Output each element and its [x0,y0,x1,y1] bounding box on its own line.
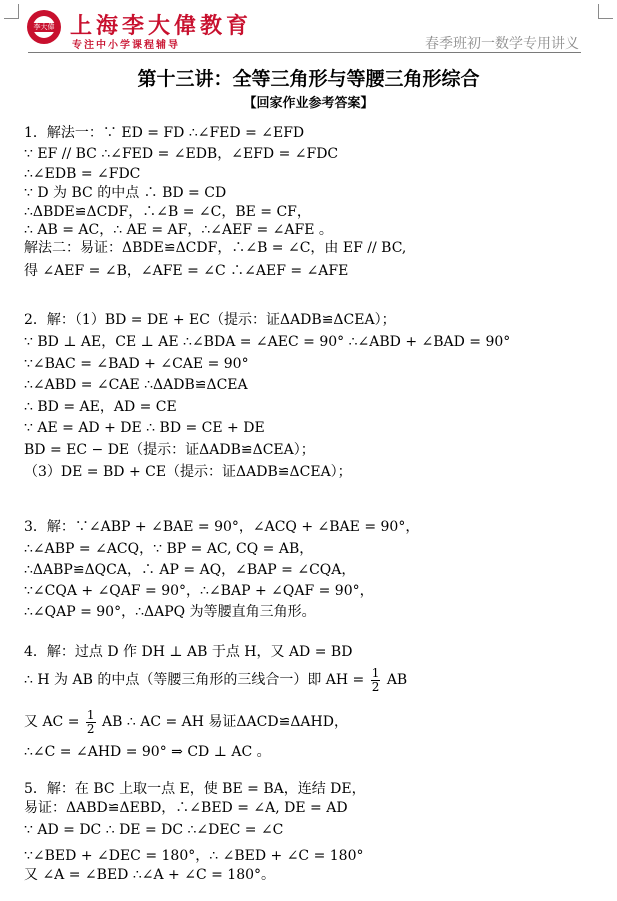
q2-line-6: ∵ AE = AD + DE ∴ BD = CE + DE [24,420,265,436]
q5-line-2: 易证：ΔABD≌ΔEBD，∴∠BED = ∠A, DE = AD [24,800,348,816]
q1-line-8: 得 ∠AEF = ∠B，∠AFE = ∠C ∴∠AEF = ∠AFE [24,263,349,279]
q4-line-2-text: ∴ H 为 AB 的中点（等腰三角形的三线合一）即 AH = [24,672,365,688]
fraction-numerator: 1 [371,665,380,680]
q4-line-3 [24,706,348,738]
q2-line-4: ∴∠ABD = ∠CAE ∴ΔADB≌ΔCEA [24,377,248,393]
q3-line-2: ∴∠ABP = ∠ACQ，∵ BP = AC, CQ = AB， [24,541,314,557]
q2-line-8: （3）DE = BD + CE（提示：证ΔADB≌ΔCEA）； [24,464,352,480]
q1-line-2: ∵ EF // BC ∴∠FED = ∠EDB，∠EFD = ∠FDC [24,146,339,162]
q5-line-3: ∵ AD = DC ∴ DE = DC ∴∠DEC = ∠C [24,822,284,838]
q5-line-1: 5．解：在 BC 上取一点 E，使 BE = BA，连结 DE， [24,781,366,797]
brand-slogan: 专注中小学课程辅导 [72,40,180,51]
fraction-denominator: 2 [86,721,95,736]
q4-line-3-text: 又 AC = [24,714,80,730]
q1-line-6: ∴ AB = AC，∴ AE = AF，∴∠AEF = ∠AFE 。 [24,222,333,238]
q4-line-2-tail: AB [386,672,408,688]
course-label: 春季班初一数学专用讲义 [425,36,579,52]
brand-logo-icon [27,10,61,44]
q2-line-2: ∵ BD ⊥ AE，CE ⊥ AE ∴∠BDA = ∠AEC = 90° ∴∠ABD + ∠BAD = 90° [24,334,511,350]
logo-text: 李大偉 [33,23,55,31]
q1-line-4: ∵ D 为 BC 的中点 ∴ BD = CD [24,185,227,201]
q5-line-5: 又 ∠A = ∠BED ∴∠A + ∠C = 180°。 [24,867,276,883]
fraction-numerator: 1 [86,707,95,722]
q2-line-7: BD = EC − DE（提示：证ΔADB≌ΔCEA）； [24,442,315,458]
q2-line-3: ∵∠BAC = ∠BAD + ∠CAE = 90° [24,356,249,372]
fraction-one-half-2 [86,709,96,736]
fraction-one-half [371,667,381,694]
header-divider [28,52,581,53]
q4-line-2 [24,664,407,696]
page-title: 第十三讲：全等三角形与等腰三角形综合 [137,68,480,90]
q1-line-1: 1．解法一：∵ ED = FD ∴∠FED = ∠EFD [24,125,305,141]
q4-line-4: ∴∠C = ∠AHD = 90° ⇒ CD ⊥ AC 。 [24,744,271,760]
page-header [0,0,617,52]
q5-line-4: ∵∠BED + ∠DEC = 180°，∴ ∠BED + ∠C = 180° [24,848,364,864]
q1-line-3: ∴∠EDB = ∠FDC [24,166,141,182]
fraction-denominator: 2 [371,679,380,694]
q3-line-5: ∴∠QAP = 90°，∴ΔAPQ 为等腰直角三角形。 [24,604,316,620]
q3-line-4: ∵∠CQA + ∠QAF = 90°，∴∠BAP + ∠QAF = 90°， [24,583,374,599]
q3-line-3: ∴ΔABP≌ΔQCA，∴ AP = AQ，∠BAP = ∠CQA， [24,562,356,578]
q3-line-1: 3．解：∵∠ABP + ∠BAE = 90°，∠ACQ + ∠BAE = 90°， [24,519,420,535]
q4-line-1: 4．解：过点 D 作 DH ⊥ AB 于点 H，又 AD = BD [24,644,353,660]
q4-line-3-tail: AB ∴ AC = AH 易证ΔACD≌ΔAHD， [102,714,348,730]
page-subtitle: 【回家作业参考答案】 [243,96,374,111]
q1-line-5: ∴ΔBDE≌ΔCDF，∴∠B = ∠C，BE = CF， [24,204,311,220]
brand-name: 上海李大偉教育 [70,14,253,39]
q1-line-7: 解法二：易证：ΔBDE≌ΔCDF，∴∠B = ∠C，由 EF // BC, [24,240,407,256]
q2-line-5: ∴ BD = AE，AD = CE [24,399,177,415]
q2-line-1: 2．解：（1）BD = DE + EC（提示：证ΔADB≌ΔCEA）； [24,312,396,328]
